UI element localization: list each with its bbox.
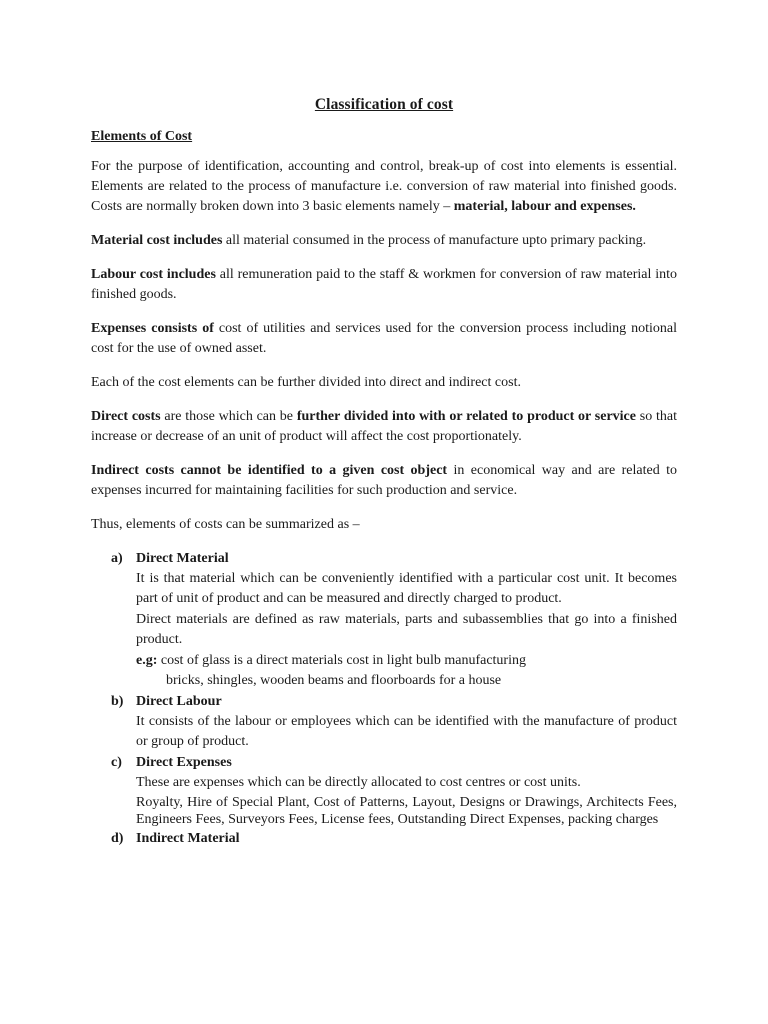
indirect-costs-paragraph xyxy=(91,461,677,501)
list-item-title: Direct Expenses xyxy=(136,755,232,770)
summary-line: Thus, elements of costs can be summarized as – xyxy=(91,517,360,532)
list-item-text: Direct materials are defined as raw materials, parts and subassemblies that go into a finished product. xyxy=(136,612,677,647)
indirect-costs-label: Indirect costs cannot be identified to a given cost object xyxy=(91,463,448,478)
direct-costs-text-1: are those which can be xyxy=(160,409,297,424)
each-element-paragraph: Each of the cost elements can be further divided into direct and indirect cost. xyxy=(91,375,521,390)
list-item-title: Direct Material xyxy=(136,551,229,566)
indirect-costs-text: in economical way and are related to expenses incurred for maintaining facilities for such production and service. xyxy=(91,463,677,498)
list-item-direct-expenses xyxy=(91,753,677,828)
expenses-text: cost of utilities and services used for the conversion process including notional cost for the use of owned asset. xyxy=(91,321,677,356)
expenses-label: Expenses consists of xyxy=(91,321,214,336)
list-item-text: Royalty, Hire of Special Plant, Cost of Patterns, Layout, Designs or Drawings, Architects Fees, Engineers Fees, Surveyors Fees, License fees, Outstanding Direct Expenses, packing charges xyxy=(136,795,677,827)
intro-text: For the purpose of identification, accounting and control, break-up of cost into elements is essential. Elements are related to the process of manufacture i.e. conversion of raw material into finished goods. Costs are normally broken down into 3 basic elements namely – xyxy=(91,159,677,214)
list-item-direct-material xyxy=(91,549,677,691)
material-cost-label: Material cost includes xyxy=(91,233,223,248)
list-item-text: It is that material which can be conveniently identified with a particular cost unit. It becomes part of unit of product and can be measured and directly charged to product. xyxy=(136,571,677,606)
example-line-2: bricks, shingles, wooden beams and floorboards for a house xyxy=(166,673,502,688)
labour-cost-label: Labour cost includes xyxy=(91,267,216,282)
direct-costs-paragraph xyxy=(91,407,677,447)
direct-costs-label: Direct costs xyxy=(91,409,161,424)
material-cost-text: all material consumed in the process of manufacture upto primary packing. xyxy=(222,233,647,248)
list-marker: d) xyxy=(111,831,124,846)
intro-paragraph xyxy=(91,157,677,217)
list-item-direct-labour xyxy=(91,692,677,752)
example-text: cost of glass is a direct materials cost in light bulb manufacturing xyxy=(157,653,526,668)
material-cost-paragraph xyxy=(91,231,677,251)
list-item-title: Direct Labour xyxy=(136,694,222,709)
direct-costs-bold-2: further divided into with or related to product or service xyxy=(296,409,636,424)
list-item-indirect-material xyxy=(91,829,677,849)
labour-cost-paragraph xyxy=(91,265,677,305)
example-line xyxy=(136,651,677,671)
list-item-text: It consists of the labour or employees which can be identified with the manufacture of product or group of product. xyxy=(136,714,677,749)
list-item-text: These are expenses which can be directly allocated to cost centres or cost units. xyxy=(136,775,581,790)
example-label: e.g: xyxy=(136,653,158,668)
list-marker: b) xyxy=(111,694,124,709)
list-item-title: Indirect Material xyxy=(136,831,240,846)
labour-cost-text: all remuneration paid to the staff & workmen for conversion of raw material into finished goods. xyxy=(91,267,677,302)
expenses-paragraph xyxy=(91,319,677,359)
document-body xyxy=(91,95,677,850)
cost-elements-list xyxy=(91,549,677,849)
direct-costs-text-2: so that increase or decrease of an unit of product will affect the cost proportionately. xyxy=(91,409,677,444)
document-title: Classification of cost xyxy=(314,96,454,113)
intro-bold: material, labour and expenses. xyxy=(453,199,636,214)
section-heading: Elements of Cost xyxy=(91,129,193,144)
list-marker: a) xyxy=(111,551,123,566)
list-marker: c) xyxy=(111,755,122,770)
